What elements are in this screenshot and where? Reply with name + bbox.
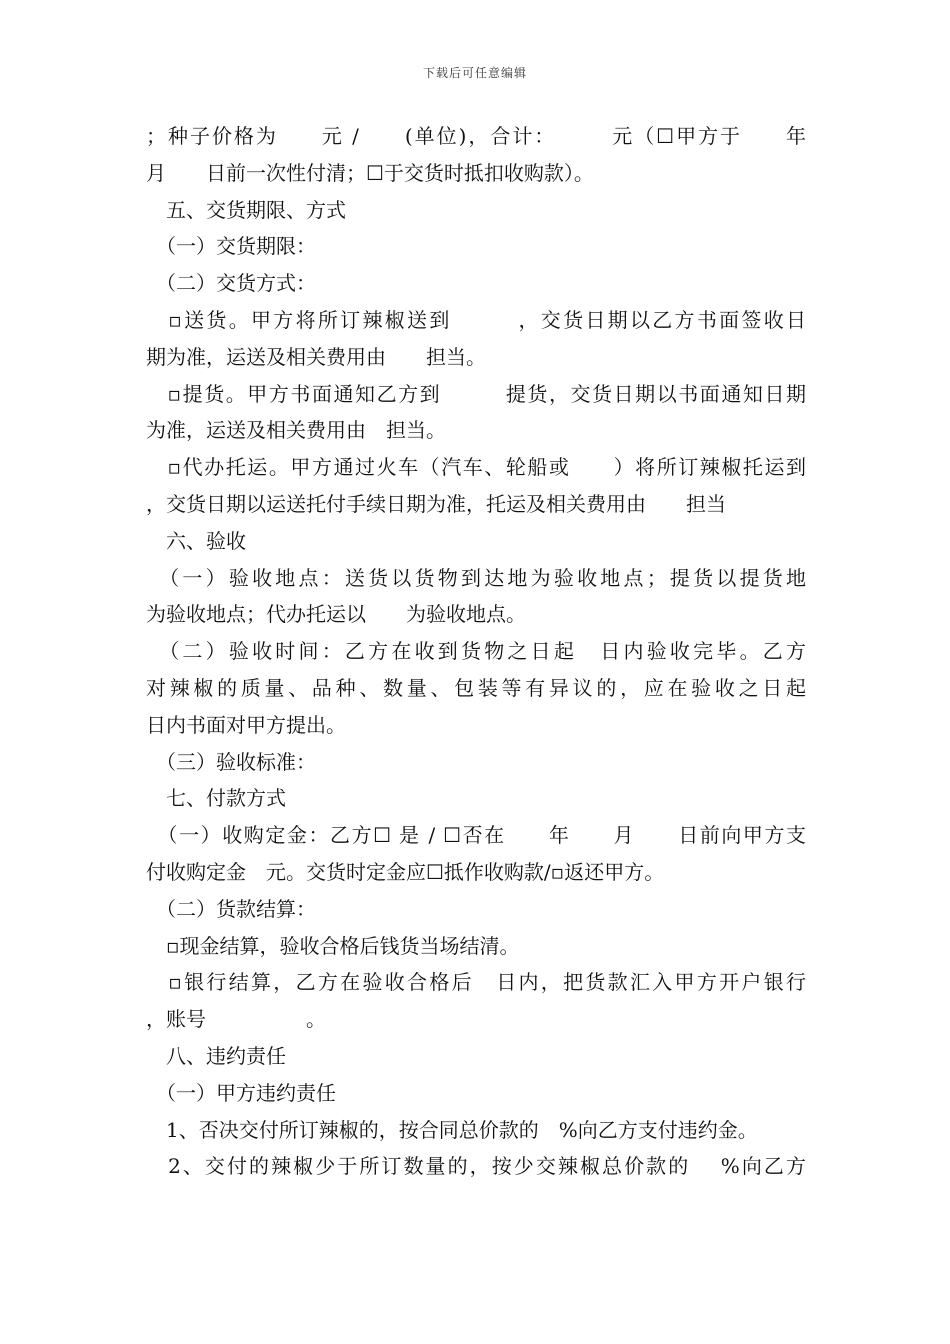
document-line: 日内书面对甲方提出。 bbox=[146, 712, 346, 737]
document-line: 七、付款方式 bbox=[146, 786, 286, 811]
document-body bbox=[146, 118, 806, 1185]
document-line: （一）甲方违约责任 bbox=[146, 1080, 336, 1105]
page-header-note: 下载后可任意编辑 bbox=[422, 66, 527, 80]
document-line: （二）交货方式： bbox=[146, 271, 316, 296]
document-line: 对辣椒的质量、品种、数量、包装等有异议的，应在验收之日起 bbox=[146, 675, 806, 700]
document-line: 期为准，运送及相关费用由 担当。 bbox=[146, 344, 486, 369]
document-line: ▫送货。甲方将所订辣椒送到 ，交货日期以乙方书面签收日 bbox=[146, 307, 806, 332]
document-line: （二）验收时间：乙方在收到货物之日起 日内验收完毕。乙方 bbox=[146, 639, 806, 664]
document-line: （二）货款结算： bbox=[146, 896, 316, 921]
document-line: 六、验收 bbox=[146, 528, 246, 553]
document-line: 为验收地点；代办托运以 为验收地点。 bbox=[146, 602, 526, 627]
document-line: （一）交货期限： bbox=[146, 234, 316, 259]
document-line: ，交货日期以运送托付手续日期为准，托运及相关费用由 担当 bbox=[146, 491, 726, 516]
document-line: 五、交货期限、方式 bbox=[146, 197, 346, 222]
document-line: ，账号 。 bbox=[146, 1007, 326, 1032]
document-line: ；种子价格为 元 / (单位)，合计： 元（☐甲方于 年 bbox=[146, 124, 806, 148]
document-line: 1、否决交付所订辣椒的，按合同总价款的 %向乙方支付违约金。 bbox=[146, 1117, 758, 1142]
document-line: 月 日前一次性付清；☐于交货时抵扣收购款）。 bbox=[146, 160, 594, 185]
document-line: ▫提货。甲方书面通知乙方到 提货，交货日期以书面通知日期 bbox=[146, 381, 806, 406]
document-line: 付收购定金 元。交货时定金应☐抵作收购款/▫返还甲方。 bbox=[146, 859, 665, 884]
document-line: （一）收购定金：乙方☐ 是 / ☐否在 年 月 日前向甲方支 bbox=[146, 823, 806, 848]
document-line: ▫现金结算，验收合格后钱货当场结清。 bbox=[146, 933, 520, 958]
document-line: 2、交付的辣椒少于所订数量的，按少交辣椒总价款的 %向乙方 bbox=[146, 1154, 806, 1179]
document-line: 八、违约责任 bbox=[146, 1043, 286, 1068]
document-line: ▫代办托运。甲方通过火车（汽车、轮船或 ）将所订辣椒托运到 bbox=[146, 455, 806, 480]
document-line: （三）验收标准： bbox=[146, 749, 316, 774]
document-line: （一）验收地点：送货以货物到达地为验收地点；提货以提货地 bbox=[146, 565, 806, 590]
document-line: ▫银行结算，乙方在验收合格后 日内，把货款汇入甲方开户银行 bbox=[146, 970, 806, 995]
document-line: 为准，运送及相关费用由 担当。 bbox=[146, 418, 446, 443]
